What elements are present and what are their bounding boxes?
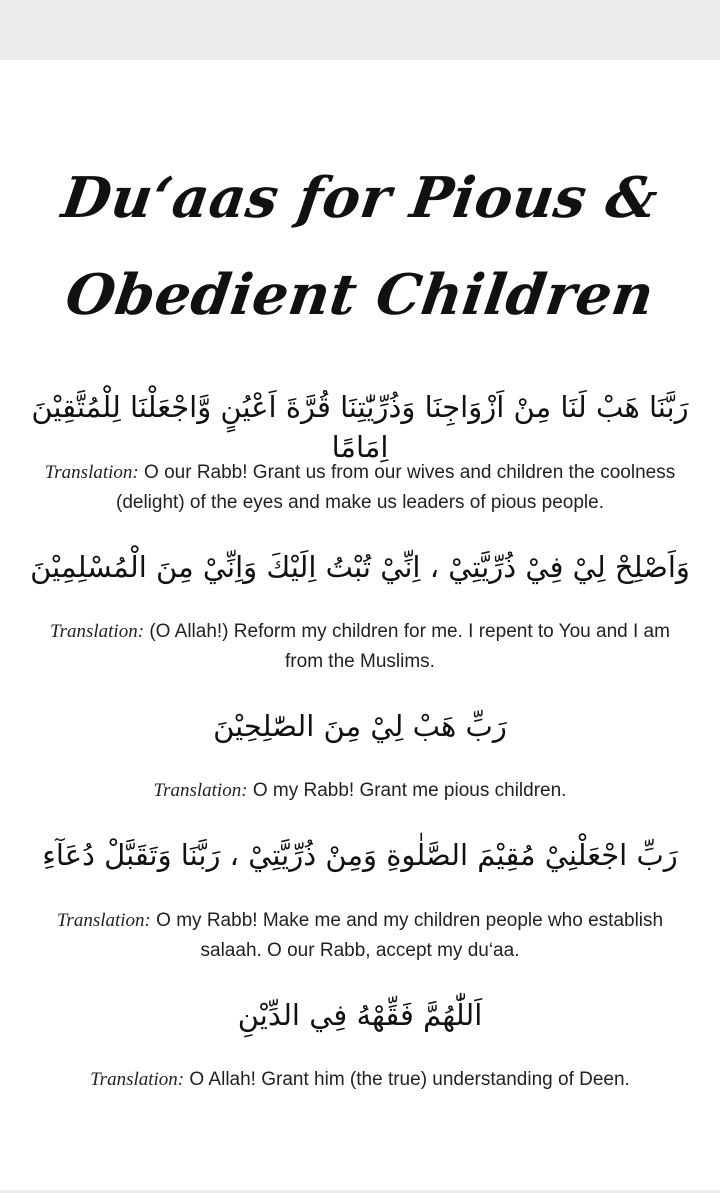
dua-2-arabic: وَاَصْلِحْ لِيْ فِيْ ذُرِّيَّتِيْ ، اِنِّيْ تُبْتُ اِلَيْكَ وَاِنِّيْ مِنَ الْمُسْلِمِيْنَ [30,550,690,584]
translation-label: Translation: [44,462,139,483]
translation-text: O my Rabb! Make me and my children people who establish salaah. O our Rabb, accept my du‘aa. [156,910,664,961]
translation-text: O our Rabb! Grant us from our wives and children the coolness (delight) of the eyes and make us leaders of pious people. [116,462,676,513]
dua-1-translation [30,458,690,518]
dua-3-arabic: رَبِّ هَبْ لِيْ مِنَ الصّٰلِحِيْنَ [213,709,507,743]
dua-1-arabic: رَبَّنَا هَبْ لَنَا مِنْ اَزْوَاجِنَا وَذُرِّيّٰتِنَا قُرَّةَ اَعْيُنٍ وَّاجْعَلْنَا لِلْمُتَّقِيْنَ اِمَامًا [31,390,689,464]
page-title-line-1: Du‘aas for Pious & [57,165,663,231]
dua-4-arabic: رَبِّ اجْعَلْنِيْ مُقِيْمَ الصَّلٰوةِ وَمِنْ ذُرِّيَّتِيْ ، رَبَّنَا وَتَقَبَّلْ دُعَآءِ [42,838,678,872]
dua-4-translation [30,906,690,966]
translation-text: O Allah! Grant him (the true) understanding of Deen. [189,1069,630,1090]
translation-text: O my Rabb! Grant me pious children. [252,780,567,801]
page-title-line-2: Obedient Children [61,262,659,328]
translation-text: (O Allah!) Reform my children for me. I repent to You and I am from the Muslims. [149,621,670,672]
translation-label: Translation: [56,910,151,931]
top-status-bar [0,0,720,60]
dua-2-translation [30,617,690,677]
translation-label: Translation: [153,780,248,801]
dua-5-arabic: اَللّٰهُمَّ فَقِّهْهُ فِي الدِّيْنِ [237,998,483,1032]
dua-3-translation [30,776,690,806]
dua-5-translation [30,1065,690,1095]
translation-label: Translation: [90,1069,185,1090]
translation-label: Translation: [50,621,145,642]
